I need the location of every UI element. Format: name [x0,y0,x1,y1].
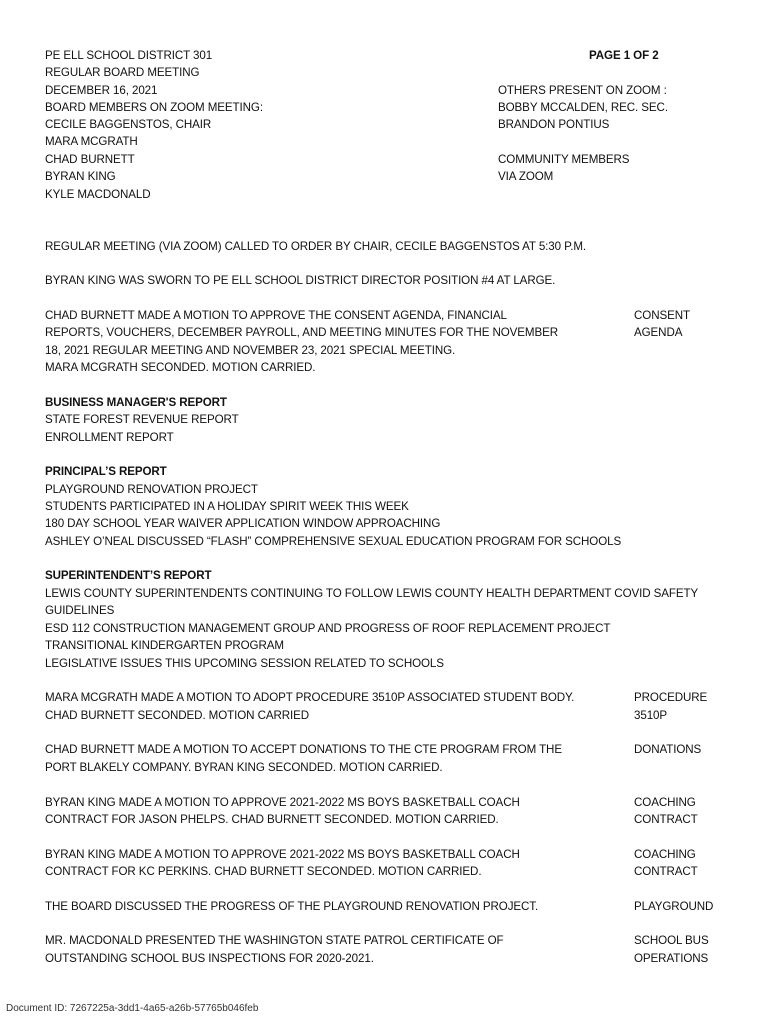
margin-note: COACHING [634,796,696,809]
margin-note: AGENDA [634,326,683,339]
meeting-type: REGULAR BOARD MEETING [45,66,200,79]
margin-note: COACHING [634,848,696,861]
margin-note: SCHOOL BUS [634,934,709,947]
motion-line: PORT BLAKELY COMPANY. BYRAN KING SECONDED. MOTION CARRIED. [45,761,443,774]
call-to-order: REGULAR MEETING (VIA ZOOM) CALLED TO ORDER BY CHAIR, CECILE BAGGENSTOS AT 5:30 P.M. [45,240,587,253]
meeting-date: DECEMBER 16, 2021 [45,84,158,97]
sworn-in-statement: BYRAN KING WAS SWORN TO PE ELL SCHOOL DISTRICT DIRECTOR POSITION #4 AT LARGE. [45,274,556,287]
consent-motion-line: CHAD BURNETT MADE A MOTION TO APPROVE THE CONSENT AGENDA, FINANCIAL [45,309,507,322]
margin-note: OPERATIONS [634,952,709,965]
board-members-label: BOARD MEMBERS ON ZOOM MEETING: [45,101,263,114]
section-heading-superintendent: SUPERINTENDENT’S REPORT [45,569,212,582]
report-item: ENROLLMENT REPORT [45,431,174,444]
report-item: STATE FOREST REVENUE REPORT [45,413,239,426]
report-item: TRANSITIONAL KINDERGARTEN PROGRAM [45,639,284,652]
consent-motion-line: REPORTS, VOUCHERS, DECEMBER PAYROLL, AND MEETING MINUTES FOR THE NOVEMBER [45,326,558,339]
margin-note: PROCEDURE [634,691,708,704]
motion-line: CHAD BURNETT SECONDED. MOTION CARRIED [45,709,310,722]
motion-line: MARA MCGRATH MADE A MOTION TO ADOPT PROCEDURE 3510P ASSOCIATED STUDENT BODY. [45,691,575,704]
consent-motion-line: 18, 2021 REGULAR MEETING AND NOVEMBER 23, 2021 SPECIAL MEETING. [45,344,456,357]
motion-line: CHAD BURNETT MADE A MOTION TO ACCEPT DONATIONS TO THE CTE PROGRAM FROM THE [45,743,562,756]
others-present-label: OTHERS PRESENT ON ZOOM : [498,84,667,97]
section-heading-business: BUSINESS MANAGER'S REPORT [45,396,227,409]
report-item: LEGISLATIVE ISSUES THIS UPCOMING SESSION RELATED TO SCHOOLS [45,657,444,670]
motion-line: BYRAN KING MADE A MOTION TO APPROVE 2021-2022 MS BOYS BASKETBALL COACH [45,848,520,861]
community-members-item: VIA ZOOM [498,170,554,183]
motion-line: CONTRACT FOR JASON PHELPS. CHAD BURNETT SECONDED. MOTION CARRIED. [45,813,499,826]
margin-note: CONTRACT [634,865,698,878]
others-present-item: BRANDON PONTIUS [498,118,610,131]
margin-note: 3510P [634,709,668,722]
motion-line: MR. MACDONALD PRESENTED THE WASHINGTON STATE PATROL CERTIFICATE OF [45,934,504,947]
community-members-label: COMMUNITY MEMBERS [498,153,630,166]
motion-line: CONTRACT FOR KC PERKINS. CHAD BURNETT SECONDED. MOTION CARRIED. [45,865,482,878]
motion-line: THE BOARD DISCUSSED THE PROGRESS OF THE PLAYGROUND RENOVATION PROJECT. [45,900,539,913]
report-item: ASHLEY O’NEAL DISCUSSED “FLASH” COMPREHENSIVE SEXUAL EDUCATION PROGRAM FOR SCHOOLS [45,535,622,548]
motion-line: OUTSTANDING SCHOOL BUS INSPECTIONS FOR 2020-2021. [45,952,374,965]
others-present-item: BOBBY MCCALDEN, REC. SEC. [498,101,668,114]
consent-motion-line: MARA MCGRATH SECONDED. MOTION CARRIED. [45,361,316,374]
report-item: 180 DAY SCHOOL YEAR WAIVER APPLICATION WINDOW APPROACHING [45,517,441,530]
margin-note: CONSENT [634,309,690,322]
margin-note: PLAYGROUND [634,900,714,913]
margin-note: DONATIONS [634,743,702,756]
report-item: ESD 112 CONSTRUCTION MANAGEMENT GROUP AND PROGRESS OF ROOF REPLACEMENT PROJECT [45,622,611,635]
board-member: MARA MCGRATH [45,135,138,148]
report-item: GUIDELINES [45,604,115,617]
board-member: CECILE BAGGENSTOS, CHAIR [45,118,212,131]
motion-line: BYRAN KING MADE A MOTION TO APPROVE 2021-2022 MS BOYS BASKETBALL COACH [45,796,520,809]
board-member: BYRAN KING [45,170,116,183]
margin-note: CONTRACT [634,813,698,826]
page-number: PAGE 1 OF 2 [589,49,659,62]
report-item: STUDENTS PARTICIPATED IN A HOLIDAY SPIRIT WEEK THIS WEEK [45,500,409,513]
board-member: CHAD BURNETT [45,153,135,166]
report-item: LEWIS COUNTY SUPERINTENDENTS CONTINUING TO FOLLOW LEWIS COUNTY HEALTH DEPARTMENT COVID SAFETY [45,587,699,600]
district-name: PE ELL SCHOOL DISTRICT 301 [45,49,213,62]
document-id: Document ID: 7267225a-3dd1-4a65-a26b-57765b046feb [6,1003,259,1014]
section-heading-principal: PRINCIPAL’S REPORT [45,465,167,478]
board-member: KYLE MACDONALD [45,188,151,201]
report-item: PLAYGROUND RENOVATION PROJECT [45,483,258,496]
